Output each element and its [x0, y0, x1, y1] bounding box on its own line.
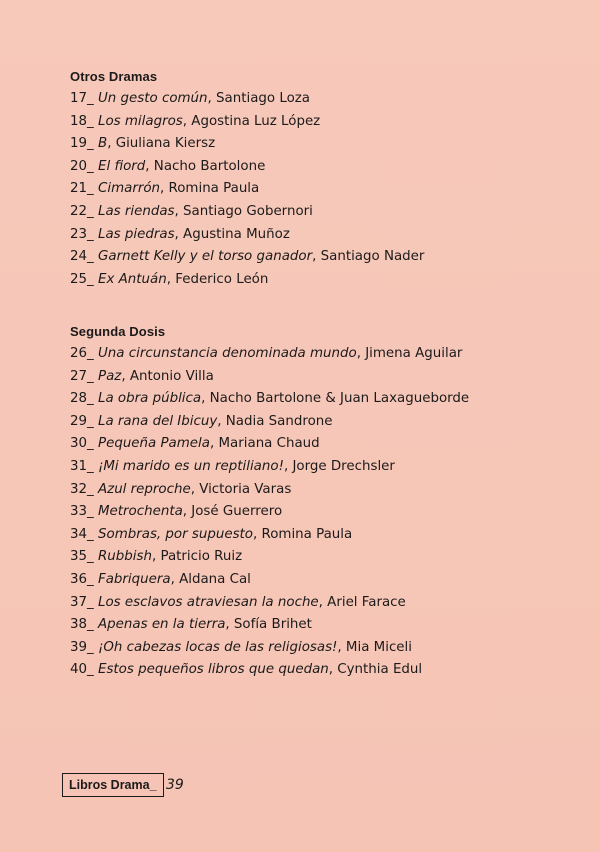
list-item — [70, 388, 469, 411]
work-title: ¡Oh cabezas locas de las religiosas! — [98, 639, 338, 655]
entry-number: 21_ — [70, 181, 94, 197]
entry-number: 26_ — [70, 346, 94, 361]
work-title: La rana del Ibicuy — [98, 413, 218, 429]
work-title: El fiord — [98, 158, 146, 174]
author-name: , Agostina Luz López — [182, 113, 321, 129]
work-title: Las riendas — [98, 203, 175, 219]
entry-number: 22_ — [70, 203, 94, 219]
list-item — [70, 411, 469, 434]
work-title: Garnett Kelly y el torso ganador — [98, 249, 313, 265]
author-name: , Jimena Aguilar — [356, 346, 463, 361]
work-title: Fabriquera — [98, 571, 171, 587]
entry-number: 23_ — [70, 226, 94, 242]
entry-number: 32_ — [70, 481, 94, 497]
work-title: Rubbish — [98, 549, 152, 565]
list-item — [70, 133, 424, 156]
list-item — [70, 111, 424, 134]
entry-number: 36_ — [70, 571, 94, 587]
list-item — [70, 201, 424, 224]
work-title: Apenas en la tierra — [98, 617, 226, 633]
entry-number: 39_ — [70, 639, 94, 655]
work-title: B — [98, 136, 108, 152]
list-item — [70, 637, 469, 660]
work-title: Un gesto común — [98, 91, 208, 106]
work-title: ¡Mi marido es un reptiliano! — [98, 458, 284, 474]
author-name: , Nadia Sandrone — [217, 413, 333, 429]
author-name: , Santiago Gobernori — [174, 203, 313, 219]
entry-number: 33_ — [70, 504, 94, 520]
work-title: La obra pública — [98, 391, 202, 407]
author-name: , Romina Paula — [160, 181, 260, 197]
author-name: , Santiago Loza — [207, 91, 311, 106]
author-name: , José Guerrero — [182, 504, 283, 520]
author-name: , Sofía Brihet — [225, 617, 312, 633]
list-item — [70, 156, 424, 179]
title-list — [70, 343, 469, 682]
work-title: Metrochenta — [98, 504, 183, 520]
list-item — [70, 343, 469, 366]
work-title: Pequeña Pamela — [98, 436, 210, 452]
work-title: Las piedras — [98, 226, 175, 242]
work-title: Paz — [98, 368, 122, 384]
section-title: Otros Dramas — [70, 69, 158, 84]
author-name: , Ariel Farace — [318, 594, 406, 610]
page-number: 39 — [166, 777, 184, 793]
work-title: Ex Antuán — [98, 271, 167, 287]
entry-number: 40_ — [70, 662, 94, 678]
author-name: , Mia Miceli — [337, 639, 412, 655]
work-title: Los esclavos atraviesan la noche — [98, 594, 319, 610]
list-item — [70, 456, 469, 479]
list-item — [70, 501, 469, 524]
entry-number: 38_ — [70, 617, 94, 633]
author-name: , Nacho Bartolone — [145, 158, 266, 174]
list-item — [70, 524, 469, 547]
list-item — [70, 366, 469, 389]
entry-number: 30_ — [70, 436, 94, 452]
author-name: , Victoria Varas — [190, 481, 292, 497]
work-title: Una circunstancia denominada mundo — [98, 346, 357, 361]
author-name: , Jorge Drechsler — [283, 458, 395, 474]
section-segunda-dosis — [70, 323, 469, 682]
work-title: Estos pequeños libros que quedan — [98, 662, 329, 678]
list-item — [70, 88, 424, 111]
author-name: , Patricio Ruiz — [151, 549, 243, 565]
list-item — [70, 224, 424, 247]
list-item — [70, 592, 469, 615]
author-name: , Antonio Villa — [121, 368, 214, 384]
section-otros-dramas — [70, 68, 424, 291]
section-title: Segunda Dosis — [70, 324, 166, 339]
list-item — [70, 546, 469, 569]
author-name: , Mariana Chaud — [209, 436, 320, 452]
list-item — [70, 433, 469, 456]
list-item — [70, 479, 469, 502]
list-item — [70, 246, 424, 269]
author-name: , Giuliana Kiersz — [107, 136, 216, 152]
entry-number: 27_ — [70, 368, 94, 384]
entry-number: 18_ — [70, 113, 94, 129]
author-name: , Aldana Cal — [170, 571, 251, 587]
author-name: , Federico León — [166, 271, 269, 287]
entry-number: 29_ — [70, 413, 94, 429]
entry-number: 20_ — [70, 158, 94, 174]
title-list — [70, 88, 424, 291]
entry-number: 19_ — [70, 136, 94, 152]
entry-number: 37_ — [70, 594, 94, 610]
list-item — [70, 269, 424, 292]
author-name: , Agustina Muñoz — [174, 226, 290, 242]
entry-number: 24_ — [70, 249, 94, 265]
entry-number: 31_ — [70, 458, 94, 474]
entry-number: 28_ — [70, 391, 94, 407]
author-name: , Romina Paula — [253, 526, 353, 542]
list-item — [70, 659, 469, 682]
entry-number: 35_ — [70, 549, 94, 565]
author-name: , Nacho Bartolone & Juan Laxagueborde — [201, 391, 470, 407]
entry-number: 25_ — [70, 271, 94, 287]
work-title: Azul reproche — [98, 481, 191, 497]
work-title: Los milagros — [98, 113, 183, 129]
list-item — [70, 178, 424, 201]
author-name: , Santiago Nader — [312, 249, 425, 265]
author-name: , Cynthia Edul — [328, 662, 423, 678]
list-item — [70, 569, 469, 592]
list-item — [70, 614, 469, 637]
work-title: Cimarrón — [98, 181, 161, 197]
entry-number: 17_ — [70, 91, 94, 106]
entry-number: 34_ — [70, 526, 94, 542]
work-title: Sombras, por supuesto — [98, 526, 253, 542]
series-label: Libros Drama_ — [62, 773, 164, 797]
